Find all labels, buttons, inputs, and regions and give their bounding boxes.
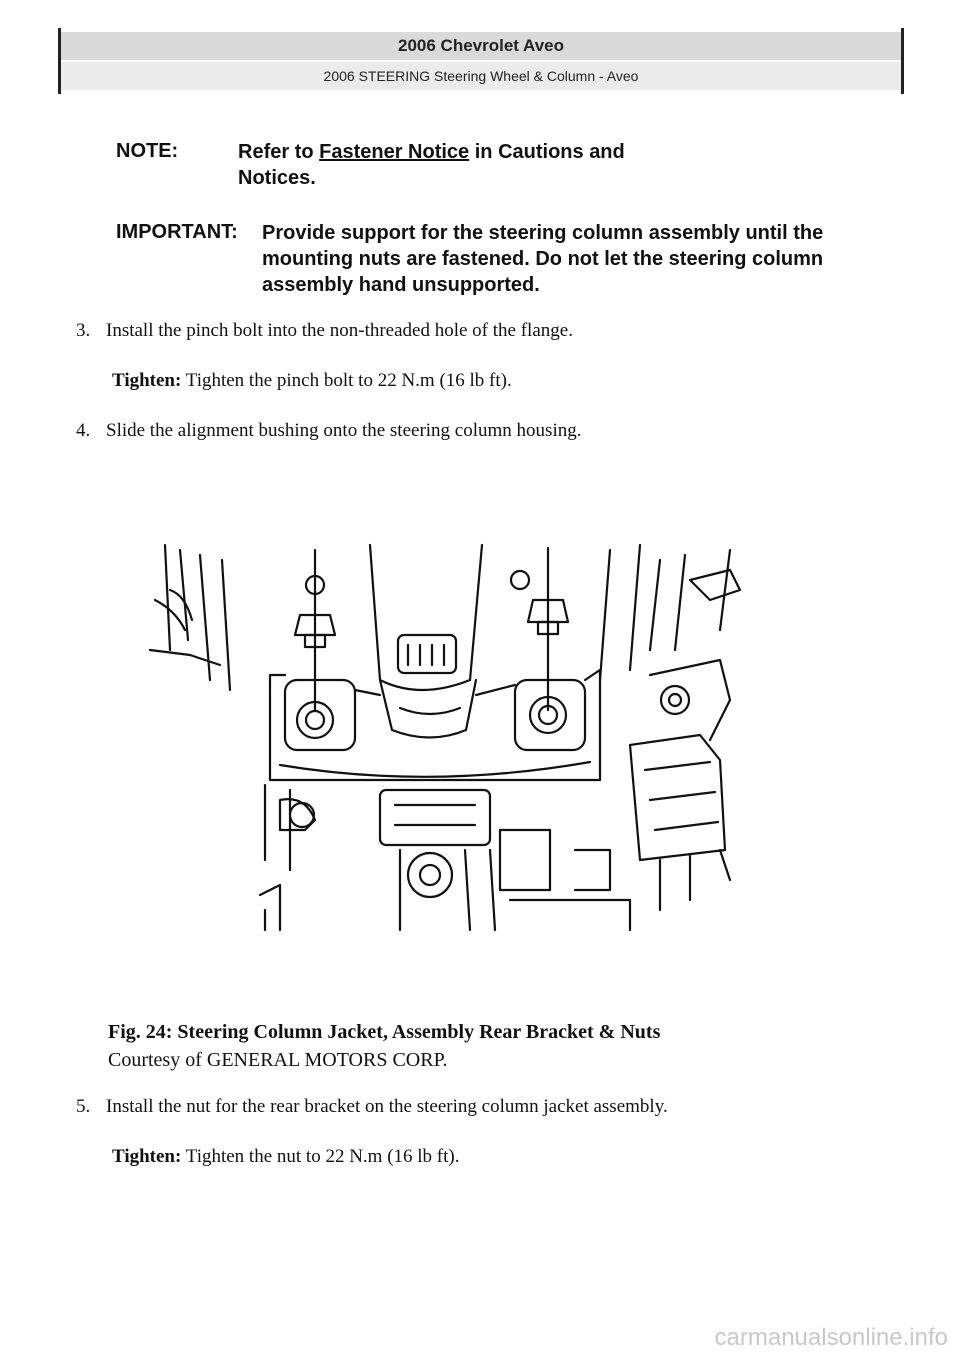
figure-title: Fig. 24: Steering Column Jacket, Assembly Rear Bracket & Nuts [108, 1021, 661, 1043]
step-text: Slide the alignment bushing onto the steering column housing. [106, 420, 582, 441]
step-5 [76, 1096, 668, 1118]
note-text-before: Refer to [238, 141, 320, 163]
right-mounting-nut [511, 548, 585, 750]
header-title: 2006 Chevrolet Aveo [61, 32, 901, 60]
step-number: 5. [76, 1096, 91, 1117]
step-number: 4. [76, 420, 91, 441]
important-text [262, 220, 823, 298]
watermark: carmanualsonline.info [714, 1324, 948, 1351]
lower-column-parts [260, 790, 550, 930]
left-mounting-nut [285, 550, 355, 750]
important-line-3: assembly hand unsupported. [262, 274, 540, 296]
tighten-label: Tighten: [112, 370, 182, 391]
note-label: NOTE: [116, 140, 179, 162]
left-panel-lines [150, 545, 230, 690]
header-subtitle: 2006 STEERING Steering Wheel & Column - Aveo [61, 62, 901, 90]
step-text: Install the nut for the rear bracket on the steering column jacket assembly. [106, 1096, 668, 1117]
step-text: Install the pinch bolt into the non-threaded hole of the flange. [106, 320, 573, 341]
fastener-notice-link[interactable]: Fastener Notice [319, 141, 470, 163]
page-header [58, 28, 904, 94]
important-line-2: mounting nuts are fastened. Do not let the steering column [262, 248, 824, 270]
note-text-after: in Cautions and [469, 141, 625, 163]
figure-courtesy: Courtesy of GENERAL MOTORS CORP. [108, 1049, 448, 1071]
note-text-line2: Notices. [238, 167, 316, 189]
figure-caption [108, 1018, 660, 1074]
step-3 [76, 320, 573, 342]
steering-column-tube [370, 545, 482, 738]
note-text [238, 139, 625, 191]
important-line-1: Provide support for the steering column assembly until the [262, 222, 824, 244]
step-number: 3. [76, 320, 91, 341]
tighten-text: Tighten the pinch bolt to 22 N.m (16 lb ft). [181, 370, 512, 391]
right-structure [510, 545, 740, 930]
tighten-instruction [112, 370, 512, 392]
tighten-instruction [112, 1146, 460, 1168]
steering-column-diagram [130, 530, 750, 940]
step-4 [76, 420, 581, 442]
tighten-label: Tighten: [112, 1146, 182, 1167]
tighten-text: Tighten the nut to 22 N.m (16 lb ft). [181, 1146, 460, 1167]
important-label: IMPORTANT: [116, 221, 238, 243]
